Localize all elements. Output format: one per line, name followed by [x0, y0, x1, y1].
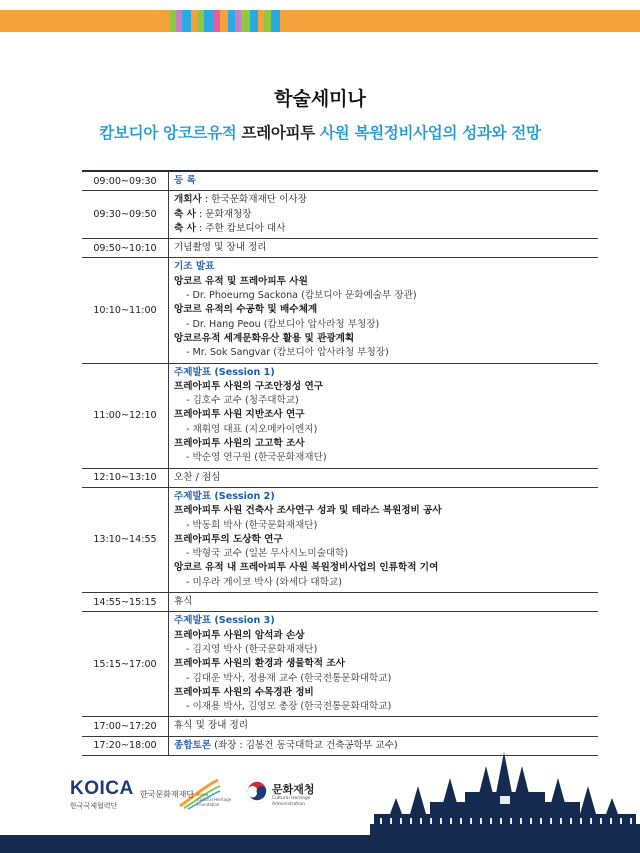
- session-heading: 주제발표 (Session 1): [174, 366, 275, 378]
- schedule-time: 09:30~09:50: [82, 191, 169, 239]
- schedule-program: [169, 363, 599, 468]
- footer-band: [0, 835, 640, 853]
- angkor-temple-silhouette: [370, 752, 640, 836]
- schedule-row: [82, 258, 598, 363]
- schedule-time: 10:10~11:00: [82, 258, 169, 363]
- chf-english: [197, 792, 231, 807]
- cha-name: 문화재청: [272, 783, 315, 796]
- line-value: : 한국문화재재단 이사장: [201, 194, 307, 206]
- presenter: - 박동희 박사 (한국문화재재단): [186, 519, 318, 531]
- color-stripe: [162, 10, 170, 32]
- speech-line: [174, 222, 598, 236]
- presentation-title: 프레아피투의 도상학 연구: [174, 533, 283, 545]
- cha-logo: [244, 778, 315, 808]
- presentation-title: 프레아피투 사원의 고고학 조사: [174, 438, 305, 450]
- chf-en-line-2: Cultural Heritage: [197, 797, 232, 802]
- schedule-row: [82, 717, 598, 736]
- presentation-title: 프레아피투 사원의 암석과 손상: [174, 629, 305, 641]
- color-stripe: [182, 10, 191, 32]
- presentation-title: 프레아피투 사원의 환경과 생물학적 조사: [174, 658, 345, 670]
- color-stripe: [220, 10, 228, 32]
- color-stripe: [271, 10, 280, 32]
- schedule-time: 09:50~10:10: [82, 239, 169, 258]
- schedule-time: 12:10~13:10: [82, 468, 169, 487]
- schedule-time: 15:15~17:00: [82, 612, 169, 717]
- schedule-time: 09:00~09:30: [82, 171, 169, 191]
- presenter: - 박형국 교수 (일본 무사시노미술대학): [186, 548, 349, 560]
- taegeuk-icon: [244, 778, 270, 804]
- schedule-time: 14:55~15:15: [82, 593, 169, 612]
- program-item: 휴식: [174, 596, 193, 608]
- presenter: - 미우라 게이코 박사 (와세다 대학교): [186, 576, 342, 588]
- schedule-program: [169, 239, 599, 258]
- presenter: - 김지영 박사 (한국문화재재단): [186, 643, 318, 655]
- line-value: : 주한 캄보디아 대사: [195, 222, 286, 234]
- speech-line: [174, 193, 598, 207]
- schedule-row: [82, 171, 598, 191]
- top-color-bar: [0, 10, 640, 32]
- speech-line: [174, 208, 598, 222]
- presentation-title: 프레아피투 사원의 수목경관 정비: [174, 686, 314, 698]
- schedule-program: [169, 171, 599, 191]
- presenter: - Dr. Phoeurng Sackona (캄보디아 문화예술부 장관): [186, 290, 417, 302]
- koica-logo-subtext: 한국국제협력단: [70, 802, 118, 810]
- schedule-program: [169, 191, 599, 239]
- color-stripe: [250, 10, 258, 32]
- presenter: - Mr. Sok Sangvar (캄보디아 압사라청 부청장): [186, 347, 389, 359]
- session-heading: 주제발표 (Session 3): [174, 615, 275, 627]
- color-stripe: [241, 10, 250, 32]
- koica-logo-text: KOICA: [70, 778, 134, 799]
- schedule-row: [82, 239, 598, 258]
- discussion-line: [174, 739, 598, 753]
- subtitle-part-1: 캄보디아 앙코르유적: [99, 124, 242, 142]
- chf-en-line-3: Foundation: [197, 802, 220, 807]
- color-stripe: [197, 10, 204, 32]
- line-label: 개회사: [174, 194, 202, 206]
- schedule-row: [82, 191, 598, 239]
- schedule-row: [82, 593, 598, 612]
- session-heading: 등 록: [174, 175, 196, 186]
- presentation-title: 프레아피투 사원 지반조사 연구: [174, 409, 305, 421]
- presentation-title: 프레아피투 사원 건축사 조사연구 성과 및 테라스 복원정비 공사: [174, 505, 442, 517]
- line-value: : 문화재청장: [195, 208, 252, 220]
- presentation-title: 앙코르 유적 내 프레아피투 사원 복원정비사업의 인류학적 기여: [174, 562, 439, 574]
- subtitle-part-3: 사원 복원정비사업의 성과와 전망: [314, 124, 541, 142]
- program-item: 휴식 및 장내 정리: [174, 720, 249, 732]
- presentation-title: 앙코르 유적 및 프레아피투 사원: [174, 275, 308, 287]
- chf-logo: [140, 776, 232, 816]
- schedule-time: 11:00~12:10: [82, 363, 169, 468]
- schedule-time: 13:10~14:55: [82, 487, 169, 592]
- line-value: (좌장 : 김봉건 동국대학교 건축공학부 교수): [211, 739, 398, 751]
- schedule-row: [82, 612, 598, 717]
- top-color-stripes: [162, 10, 280, 32]
- line-label: 축 사: [174, 208, 196, 220]
- session-heading: 기조 발표: [174, 261, 215, 273]
- line-label: 축 사: [174, 222, 196, 234]
- subtitle-highlight: 프레아피투: [241, 124, 315, 142]
- schedule-row: [82, 468, 598, 487]
- presenter: - 이재용 박사, 김영모 총장 (한국전통문화대학교): [186, 701, 392, 713]
- program-item: 오찬 / 점심: [174, 471, 221, 483]
- schedule-program: [169, 717, 599, 736]
- schedule-program: [169, 593, 599, 612]
- presenter: - 김대운 박사, 정용재 교수 (한국전통문화대학교): [186, 672, 392, 684]
- schedule-program: [169, 612, 599, 717]
- presentation-title: 앙코르유적 세계문화유산 활용 및 관광계획: [174, 332, 355, 344]
- schedule-table: [82, 170, 598, 756]
- chf-en-line-1: Korea: [197, 792, 209, 797]
- cha-english: [272, 796, 311, 808]
- line-label: 종합토론: [174, 739, 212, 751]
- schedule-program: [169, 258, 599, 363]
- cha-en-line-2: Administration: [272, 802, 305, 807]
- presenter: - 박순영 연구원 (한국문화재재단): [186, 452, 327, 464]
- color-stripe: [204, 10, 214, 32]
- schedule-program: [169, 468, 599, 487]
- color-stripe: [264, 10, 271, 32]
- chf-name: 한국문화재재단: [140, 790, 195, 799]
- presenter: - 채휘영 대표 (지오메카이엔지): [186, 423, 318, 435]
- page-subtitle: [0, 121, 640, 143]
- schedule-time: 17:00~17:20: [82, 717, 169, 736]
- session-heading: 주제발표 (Session 2): [174, 490, 275, 502]
- schedule-row: [82, 487, 598, 592]
- presentation-title: 앙코르 유적의 수공학 및 배수체계: [174, 304, 318, 316]
- schedule-row: [82, 363, 598, 468]
- color-stripe: [228, 10, 235, 32]
- presenter: - 김호수 교수 (청주대학교): [186, 395, 299, 407]
- schedule-program: [169, 487, 599, 592]
- presentation-title: 프레아피투 사원의 구조안정성 연구: [174, 380, 324, 392]
- cha-en-line-1: Cultural Heritage: [272, 796, 311, 801]
- koica-logo: [70, 778, 134, 811]
- page-title: 학술세미나: [274, 88, 366, 110]
- program-item: 기념촬영 및 장내 정리: [174, 242, 267, 254]
- presenter: - Dr. Hang Peou (캄보디아 압사라청 부청장): [186, 318, 380, 330]
- schedule-time: 17:20~18:00: [82, 736, 169, 755]
